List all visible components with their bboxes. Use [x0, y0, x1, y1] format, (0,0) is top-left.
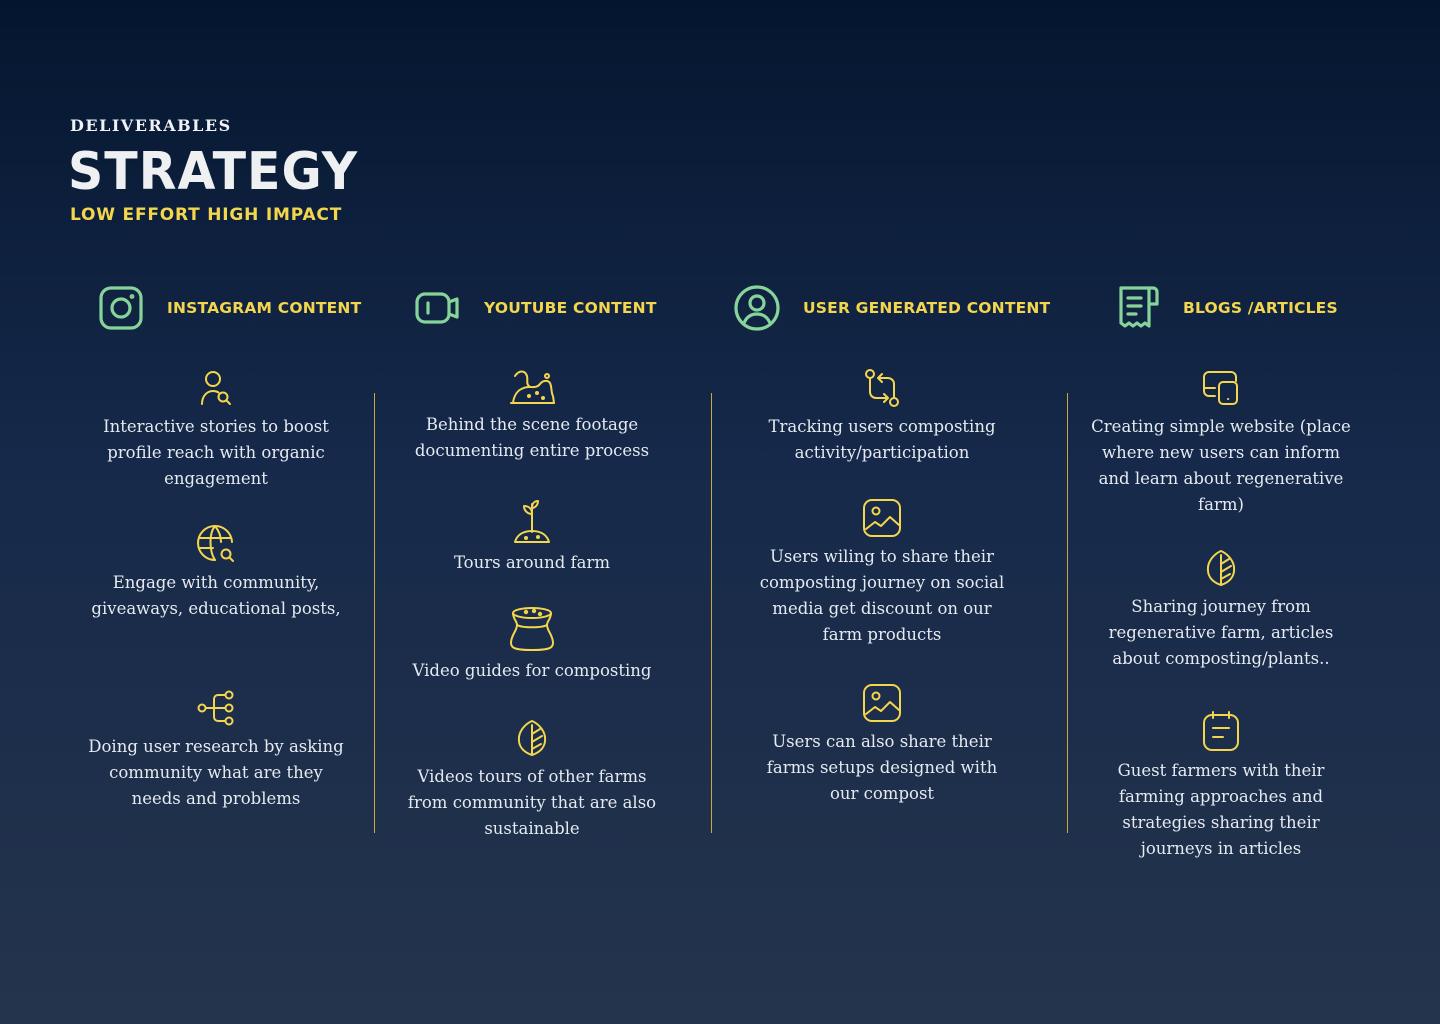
list-item — [1091, 548, 1351, 672]
instagram-icon — [97, 284, 145, 332]
leaf-icon — [512, 718, 552, 758]
column-header-blogs — [1113, 284, 1338, 332]
receipt-icon — [1113, 284, 1161, 332]
eyebrow-label: DELIVERABLES — [70, 116, 232, 135]
worm-soil-icon — [507, 368, 557, 406]
column-title: BLOGS /ARTICLES — [1183, 299, 1338, 317]
list-item — [86, 368, 346, 492]
image-icon — [862, 498, 902, 538]
list-item — [752, 498, 1012, 648]
item-text: Guest farmers with their farming approaches and strategies sharing their journeys in articles — [1117, 761, 1325, 858]
branches-icon — [196, 688, 236, 728]
user-circle-icon — [733, 284, 781, 332]
list-item — [86, 524, 346, 622]
item-text: Behind the scene footage documenting entire process — [414, 415, 650, 460]
compost-sack-icon — [507, 606, 557, 652]
list-item — [1091, 710, 1351, 862]
item-text: Creating simple website (place where new users can inform and learn about regenerative farm) — [1091, 417, 1351, 514]
item-text: Tours around farm — [453, 553, 611, 572]
list-item — [402, 368, 662, 464]
item-text: Tracking users composting activity/participation — [768, 417, 996, 462]
column-divider — [1067, 393, 1068, 833]
column-header-youtube — [414, 284, 657, 332]
image-icon — [862, 683, 902, 723]
column-header-instagram — [97, 284, 361, 332]
video-camera-icon — [414, 284, 462, 332]
page-title: STRATEGY — [68, 142, 359, 202]
notepad-icon — [1201, 710, 1241, 752]
list-item — [1091, 368, 1351, 518]
globe-search-icon — [196, 524, 236, 564]
list-item — [402, 606, 662, 684]
column-title: YOUTUBE CONTENT — [484, 299, 657, 317]
page-subtitle: LOW EFFORT HIGH IMPACT — [70, 205, 343, 225]
list-item — [752, 368, 1012, 466]
item-text: Doing user research by asking community what are they needs and problems — [88, 737, 344, 808]
column-divider — [711, 393, 712, 833]
item-text: Engage with community, giveaways, educational posts, — [91, 573, 341, 618]
list-item — [86, 688, 346, 812]
list-item — [402, 718, 662, 842]
git-compare-icon — [862, 368, 902, 408]
devices-icon — [1201, 368, 1241, 408]
column-header-ugc — [733, 284, 1050, 332]
column-divider — [374, 393, 375, 833]
list-item — [402, 496, 662, 576]
item-text: Interactive stories to boost profile reach with organic engagement — [103, 417, 329, 488]
leaf-icon — [1201, 548, 1241, 588]
item-text: Users wiling to share their composting journey on social media get discount on our farm products — [759, 547, 1005, 644]
item-text: Video guides for composting — [412, 661, 652, 680]
list-item — [752, 683, 1012, 807]
item-text: Videos tours of other farms from community that are also sustainable — [407, 767, 657, 838]
item-text: Users can also share their farms setups designed with our compost — [766, 732, 998, 803]
column-title: INSTAGRAM CONTENT — [167, 299, 362, 317]
sprout-icon — [512, 496, 552, 544]
column-title: USER GENERATED CONTENT — [803, 299, 1051, 317]
item-text: Sharing journey from regenerative farm, articles about composting/plants.. — [1108, 597, 1334, 668]
user-search-icon — [196, 368, 236, 408]
